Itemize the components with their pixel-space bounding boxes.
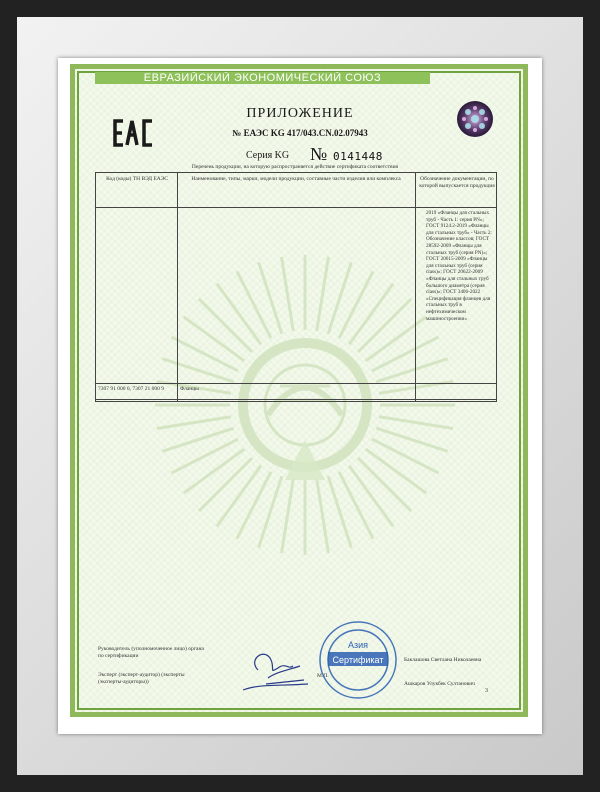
table-header-divider <box>96 207 496 208</box>
emblem-ray <box>379 417 453 429</box>
header-documentation: Обозначение документации, по которой выпускается продукция <box>419 176 495 189</box>
emblem-ray <box>366 449 427 493</box>
emblem-ray <box>358 458 411 511</box>
table-row-divider <box>96 383 496 384</box>
row-name-cell: Фланцы <box>180 386 199 392</box>
header-name: Наименование, типы, марки, модели продукции, составные части изделия или комплекса <box>191 176 401 182</box>
emblem-ray <box>317 479 329 553</box>
row-code-cell: 7307 91 000 0, 7307 21 000 9 <box>98 386 164 392</box>
eac-logo-icon <box>112 118 156 148</box>
form-number: 0141448 <box>333 150 383 163</box>
emblem-ray <box>282 479 294 553</box>
head-signature-label: Руководитель (уполномоченное лицо) органа по сертификации <box>98 646 204 659</box>
seal-place-mark: М.П. <box>317 673 329 679</box>
emblem-ray <box>157 417 231 429</box>
emblem-ray <box>217 466 261 527</box>
emblem-ray <box>349 466 393 527</box>
table-row-divider <box>96 399 496 400</box>
union-band <box>95 72 430 84</box>
page-number: 3 <box>485 688 488 694</box>
stamp-top-text: Азия <box>347 640 369 650</box>
union-band-text: ЕВРАЗИЙСКИЙ ЭКОНОМИЧЕСКИЙ СОЮЗ <box>143 72 382 84</box>
certificate-number: № ЕАЭС KG 417/043.CN.02.07943 <box>232 128 368 138</box>
emblem-ray <box>184 449 245 493</box>
hologram-sticker-icon <box>456 100 494 138</box>
table-caption: Перечень продукции, на которую распространяется действие сертификата соответствия <box>191 164 399 170</box>
expert-signature-label: Эксперт (эксперт-аудитор) (эксперты (эксперты-аудиторы)) <box>98 672 185 685</box>
signature-scribble-icon <box>238 640 318 700</box>
expert-name: Ашкаров Улукбек Султанович <box>404 681 475 687</box>
emblem-ray <box>199 458 252 511</box>
stamp-main-text: Сертификат <box>332 655 384 665</box>
number-sign: № <box>310 144 328 164</box>
documentation-cell: 2019 «Фланцы для стальных труб - Часть 1: серия PN»; ГОСТ 9124.2-2019 «Фланцы для стальных труб» - Часть 2: Обозначение классов; ГОСТ 28592-2009 «Фланцы для стальных труб (серия PN)»; ГОСТ 20615-2009 «Фланцы для стальных труб (серия class)»; ГОСТ 20622-2009 «Фланцы для стальных труб большого диаметра (серия class)»; ГОСТ 3406-2022 «Спецификация фланцев для стальных труб в нефтехимическом машиностроении» <box>426 210 492 322</box>
head-name: Баклашова Светлана Николаевна <box>404 657 482 663</box>
document-title: ПРИЛОЖЕНИЕ <box>246 106 354 121</box>
series-label: Серия KG <box>246 150 290 161</box>
header-code: Код (коды) ТН ВЭД ЕАЭС <box>106 176 168 182</box>
blue-stamp-icon <box>318 620 398 700</box>
product-table <box>95 172 497 402</box>
